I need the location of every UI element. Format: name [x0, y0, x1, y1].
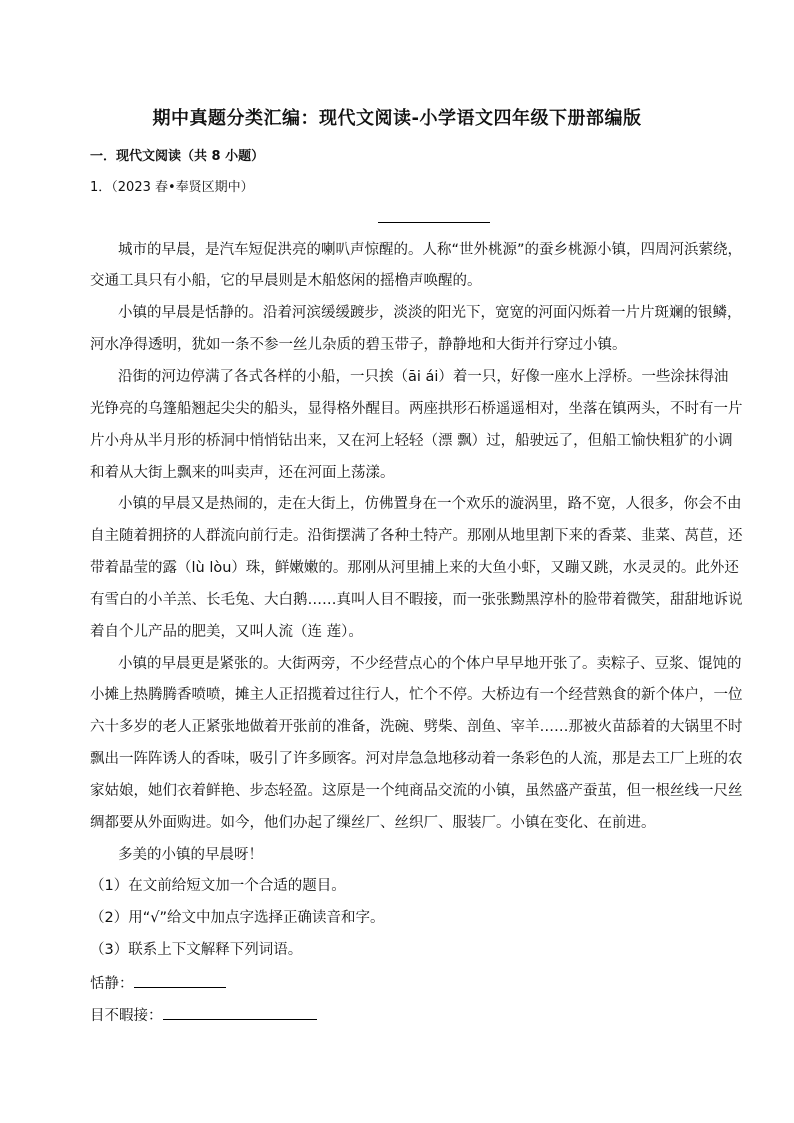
- passage-closing-line: 多美的小镇的早晨呀！: [118, 847, 263, 863]
- passage-line: 河水净得透明，犹如一条不参一丝儿杂质的碧玉带子，静静地和大街并行穿过小镇。: [90, 337, 627, 353]
- passage-line: 交通工具只有小船，它的早晨则是木船悠闲的摇橹声唤醒的。: [90, 273, 482, 289]
- term-row-tianjing: [90, 972, 226, 994]
- question-number: 1．（2023 春•奉贤区期中）: [90, 180, 254, 195]
- passage-line: 光铮亮的乌篷船翘起尖尖的船头，显得格外醒目。两座拱形石桥遥遥相对，坐落在镇两头，不时有一片: [90, 401, 743, 417]
- title-answer-blank[interactable]: [378, 222, 490, 223]
- passage-line: 六十多岁的老人正紧张地做着开张前的准备，洗碗、劈柴、剖鱼、宰羊……那被火苗舔着的大锅里不时: [90, 719, 743, 735]
- term-row-mubuxiajie: [90, 1004, 317, 1026]
- passage-line: 小镇的早晨更是紧张的。大街两旁，不少经营点心的个体户早早地开张了。卖粽子、豆浆、馄饨的: [118, 656, 742, 672]
- answer-blank[interactable]: [134, 972, 226, 988]
- term-label: 恬静：: [90, 976, 134, 992]
- passage-line: 和着从大街上飘来的叫卖声，还在河面上荡漾。: [90, 465, 395, 481]
- section-heading: 一．现代文阅读（共 8 小题）: [90, 149, 265, 164]
- passage-line: 片小舟从半月形的桥洞中悄悄钻出来，又在河上轻轻（漂 飘）过，船驶远了，但船工愉快粗犷的小调: [90, 433, 733, 449]
- passage-line: 家姑娘，她们衣着鲜艳、步态轻盈。这原是一个纯商品交流的小镇，虽然盛产蚕茧，但一根丝线一尺丝: [90, 783, 743, 799]
- passage-line: 飘出一阵阵诱人的香味，吸引了许多顾客。河对岸急急地移动着一条彩色的人流，那是去工厂上班的农: [90, 751, 743, 767]
- passage-line: 着自个儿产品的肥美，又叫人流（连 莲）。: [90, 624, 363, 640]
- passage-line: 有雪白的小羊羔、长毛兔、大白鹅……真叫人目不暇接，而一张张黝黑淳朴的脸带着微笑，甜甜地诉说: [90, 592, 743, 608]
- passage-line: 小摊上热腾腾香喷喷，摊主人正招揽着过往行人，忙个不停。大桥边有一个经营熟食的新个体户，一位: [90, 687, 743, 703]
- passage-line: 自主随着拥挤的人群流向前行走。沿街摆满了各种土特产。那刚从地里割下来的香菜、韭菜、莴苣，还: [90, 528, 743, 544]
- passage-line: 沿街的河边停满了各式各样的小船，一只挨（āi ái）着一只，好像一座水上浮桥。一些涂抹得油: [118, 369, 729, 385]
- subquestion-1: （1）在文前给短文加一个合适的题目。: [90, 878, 346, 894]
- passage-line: 城市的早晨，是汽车短促洪亮的喇叭声惊醒的。人称“世外桃源”的蚕乡桃源小镇，四周河浜萦绕，: [118, 242, 743, 258]
- answer-blank[interactable]: [163, 1004, 317, 1020]
- passage-line: 带着晶莹的露（lù lòu）珠，鲜嫩嫩的。那刚从河里捕上来的大鱼小虾，又蹦又跳，水灵灵的。此外还: [90, 560, 739, 576]
- subquestion-3: （3）联系上下文解释下列词语。: [90, 942, 303, 958]
- page-title: 期中真题分类汇编：现代文阅读-小学语文四年级下册部编版: [152, 108, 642, 129]
- passage-line: 小镇的早晨又是热闹的，走在大街上，仿佛置身在一个欢乐的漩涡里，路不宽，人很多，你会不由: [118, 496, 742, 512]
- passage-line: 小镇的早晨是恬静的。沿着河滨缓缓踱步，淡淡的阳光下，宽宽的河面闪烁着一片片斑斓的银鳞，: [118, 305, 742, 321]
- passage-line: 绸都要从外面购进。如今，他们办起了缫丝厂、丝织厂、服装厂。小镇在变化、在前进。: [90, 815, 656, 831]
- subquestion-2: （2）用“√”给文中加点字选择正确读音和字。: [90, 910, 385, 926]
- term-label: 目不暇接：: [90, 1008, 163, 1024]
